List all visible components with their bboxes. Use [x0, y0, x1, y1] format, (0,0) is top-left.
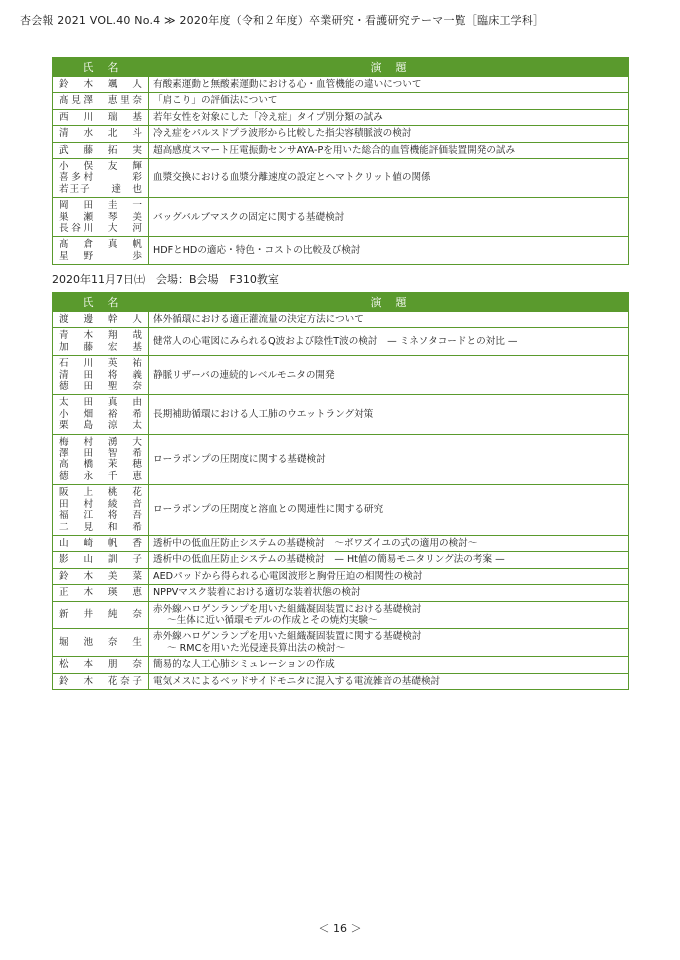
presentation-title-cell [149, 601, 629, 629]
presentation-title-cell [149, 657, 629, 673]
table-row [53, 109, 629, 125]
presentation-title: 有酸素運動と無酸素運動における心・血管機能の違いについて [153, 79, 422, 90]
presenter-names-cell [53, 109, 149, 125]
presentation-title-cell [149, 585, 629, 601]
presenter-name: 鈴 木 花奈子 [59, 675, 142, 687]
presentation-title: 透析中の低血圧防止システムの基礎検討 〜ボワズイユの式の適用の検討〜 [153, 537, 478, 549]
presentation-title-cell [149, 77, 629, 93]
presentation-title: 赤外線ハロゲンランプを用いた組織凝固装置における基礎検討 [153, 603, 422, 615]
presenter-names-cell [53, 142, 149, 158]
table-row [53, 673, 629, 689]
table-row [53, 485, 629, 536]
schedule-table-2 [52, 292, 629, 690]
presentation-title: 体外循環における適正灌流量の決定方法について [153, 314, 364, 325]
table-row [53, 142, 629, 158]
presentation-title: AEDパッドから得られる心電図波形と胸骨圧迫の相関性の検討 [153, 570, 423, 582]
presentation-title-cell [149, 312, 629, 328]
presentation-title-cell [149, 568, 629, 584]
presentation-title: 「肩こり」の評価法について [153, 95, 278, 107]
presenter-name: 新 井 純 奈 [59, 609, 142, 621]
table-row [53, 77, 629, 93]
presenter-name: 小 畑 裕 希 [59, 408, 142, 420]
presenter-names-cell [53, 356, 149, 395]
presentation-title: 健常人の心電図にみられるQ波および陰性T波の検討 — ミネソタコードとの対比 — [153, 336, 518, 348]
presenter-names-cell [53, 126, 149, 142]
presenter-names-cell [53, 93, 149, 109]
presenter-name: 清 田 将 義 [59, 369, 142, 381]
presentation-title-cell [149, 126, 629, 142]
column-header-names: 氏名 [53, 293, 149, 312]
presenter-names-cell [53, 568, 149, 584]
table-row [53, 552, 629, 568]
presentation-title-cell [149, 434, 629, 485]
presentation-title: 長期補助循環における人工肺のウエットラング対策 [153, 408, 374, 420]
presentation-title-cell [149, 142, 629, 158]
presenter-name: 太 田 真 由 [59, 397, 142, 409]
presentation-title: NPPVマスク装着における適切な装着状態の検討 [153, 587, 361, 599]
presentation-title: バッグバルブマスクの固定に関する基礎検討 [153, 211, 345, 223]
page-number: ＜ 16 ＞ [318, 922, 362, 935]
presenter-name: 正 木 瑛 恵 [59, 587, 142, 599]
presenter-name: 星 野 歩 [59, 250, 142, 262]
presenter-name: 栗 島 涼 太 [59, 420, 142, 432]
presentation-title: 静脈リザーバの連続的レベルモニタの開発 [153, 369, 335, 381]
presentation-title: ローラポンプの圧閉度に関する基礎検討 [153, 453, 326, 465]
presenter-name: 鈴 木 美 菜 [59, 570, 142, 582]
presentation-title: 簡易的な人工心肺シミュレーションの作成 [153, 659, 335, 671]
presentation-title-cell [149, 629, 629, 657]
presenter-name: 髙 倉 真 帆 [59, 239, 142, 251]
presentation-title-cell [149, 198, 629, 237]
presenter-name: 岡 田 圭 一 [59, 200, 142, 212]
running-header: 杏会報 2021 VOL.40 No.4 ≫ 2020年度（令和２年度）卒業研究・看護研究テーマ一覧［臨床工学科］ [20, 14, 545, 27]
column-header-title: 演題 [149, 293, 629, 312]
presenter-name: 阪 上 桃 花 [59, 487, 142, 499]
table-row [53, 535, 629, 551]
presenter-names-cell [53, 601, 149, 629]
table-row [53, 312, 629, 328]
table-row [53, 356, 629, 395]
presenter-names-cell [53, 328, 149, 356]
presenter-name: 山 崎 帆 香 [59, 537, 142, 549]
presentation-title: 電気メスによるベッドサイドモニタに混入する電流雑音の基礎検討 [153, 675, 441, 687]
presenter-names-cell [53, 198, 149, 237]
table-row [53, 568, 629, 584]
presenter-name: 巣 瀬 琴 美 [59, 211, 142, 223]
presenter-names-cell [53, 629, 149, 657]
presenter-name: 西 川 瑞 基 [59, 111, 142, 123]
presenter-name: 喜多村 彩 [59, 172, 142, 184]
table-row [53, 395, 629, 434]
presentation-title-cell [149, 159, 629, 198]
presentation-title-cell [149, 109, 629, 125]
presentation-title-cell [149, 535, 629, 551]
presentation-title-cell [149, 356, 629, 395]
table-row [53, 601, 629, 629]
presenter-names-cell [53, 434, 149, 485]
presentation-title-cell [149, 485, 629, 536]
table-row [53, 434, 629, 485]
presenter-names-cell [53, 535, 149, 551]
presenter-name: 髙見澤 恵里奈 [59, 95, 142, 107]
presenter-name: 堀 池 奈 生 [59, 637, 142, 649]
presenter-name: 德 永 千 恵 [59, 470, 142, 482]
table-row [53, 126, 629, 142]
presenter-name: 加 藤 宏 基 [59, 341, 142, 353]
presenter-names-cell [53, 585, 149, 601]
presentation-subtitle: 〜生体に近い循環モデルの作成とその焼灼実験〜 [167, 614, 378, 626]
presenter-name: 影 山 訓 子 [59, 554, 142, 566]
presentation-title: 超高感度スマート圧電振動センサAYA-Pを用いた総合的血管機能評価装置開発の試み [153, 144, 516, 156]
presenter-names-cell [53, 552, 149, 568]
presenter-names-cell [53, 395, 149, 434]
presentation-title: 若年女性を対象にした「冷え症」タイプ別分類の試み [153, 111, 383, 123]
presenter-names-cell [53, 312, 149, 328]
column-header-names: 氏名 [53, 58, 149, 77]
presentation-title: 透析中の低血圧防止システムの基礎検討 — Ht値の簡易モニタリング法の考案 — [153, 554, 505, 566]
presenter-name: 石 川 英 祐 [59, 358, 142, 370]
presenter-name: 武 藤 拓 実 [59, 144, 142, 156]
schedule-table-1 [52, 57, 629, 265]
presentation-title-cell [149, 395, 629, 434]
presenter-name: 清 水 北 斗 [59, 128, 142, 140]
session-info: 2020年11月7日㈯ 会場：B会場 F310教室 [52, 273, 279, 286]
presenter-name: 長谷川 大 河 [59, 223, 142, 235]
table-row [53, 328, 629, 356]
presentation-title: HDFとHDの適応・特色・コストの比較及び検討 [153, 245, 361, 257]
table-row [53, 93, 629, 109]
table-row [53, 198, 629, 237]
presenter-name: 小 俣 友 輝 [59, 161, 142, 173]
table-row [53, 237, 629, 265]
presenter-name: 青 木 翔 哉 [59, 330, 142, 342]
presenter-name: 鈴 木 颯 人 [59, 79, 142, 90]
column-header-title: 演題 [149, 58, 629, 77]
presentation-title-cell [149, 552, 629, 568]
presentation-title-cell [149, 237, 629, 265]
presenter-name: 田 村 綾 音 [59, 498, 142, 510]
presenter-name: 若王子 達 也 [59, 183, 142, 195]
presenter-name: 福 江 将 吾 [59, 510, 142, 522]
presenter-names-cell [53, 673, 149, 689]
presenter-name: 高 橋 茉 穂 [59, 459, 142, 471]
presenter-names-cell [53, 485, 149, 536]
table-row [53, 585, 629, 601]
presenter-names-cell [53, 657, 149, 673]
presentation-title-cell [149, 328, 629, 356]
presenter-name: 梅 村 湧 大 [59, 436, 142, 448]
presentation-title: 冷え症をパルスドプラ波形から比較した指尖容積脈波の検討 [153, 128, 412, 140]
presenter-name: 德 田 聖 奈 [59, 381, 142, 393]
presenter-name: 澤 田 智 希 [59, 448, 142, 460]
presentation-title-cell [149, 673, 629, 689]
table-row [53, 159, 629, 198]
presentation-subtitle: 〜 RMCを用いた光侵達長算出法の検討〜 [167, 642, 346, 654]
table-row [53, 657, 629, 673]
presenter-name: 二 見 和 希 [59, 521, 142, 533]
presentation-title-cell [149, 93, 629, 109]
presenter-names-cell [53, 77, 149, 93]
presenter-names-cell [53, 159, 149, 198]
presenter-name: 渡 邊 幹 人 [59, 314, 142, 325]
table-row [53, 629, 629, 657]
presentation-title: 赤外線ハロゲンランプを用いた組織凝固装置に関する基礎検討 [153, 631, 422, 643]
presentation-title: ローラポンプの圧閉度と溶血との関連性に関する研究 [153, 504, 384, 516]
presenter-name: 松 本 朋 奈 [59, 659, 142, 671]
presenter-names-cell [53, 237, 149, 265]
presentation-title: 血漿交換における血漿分離速度の設定とヘマトクリット値の関係 [153, 172, 431, 184]
